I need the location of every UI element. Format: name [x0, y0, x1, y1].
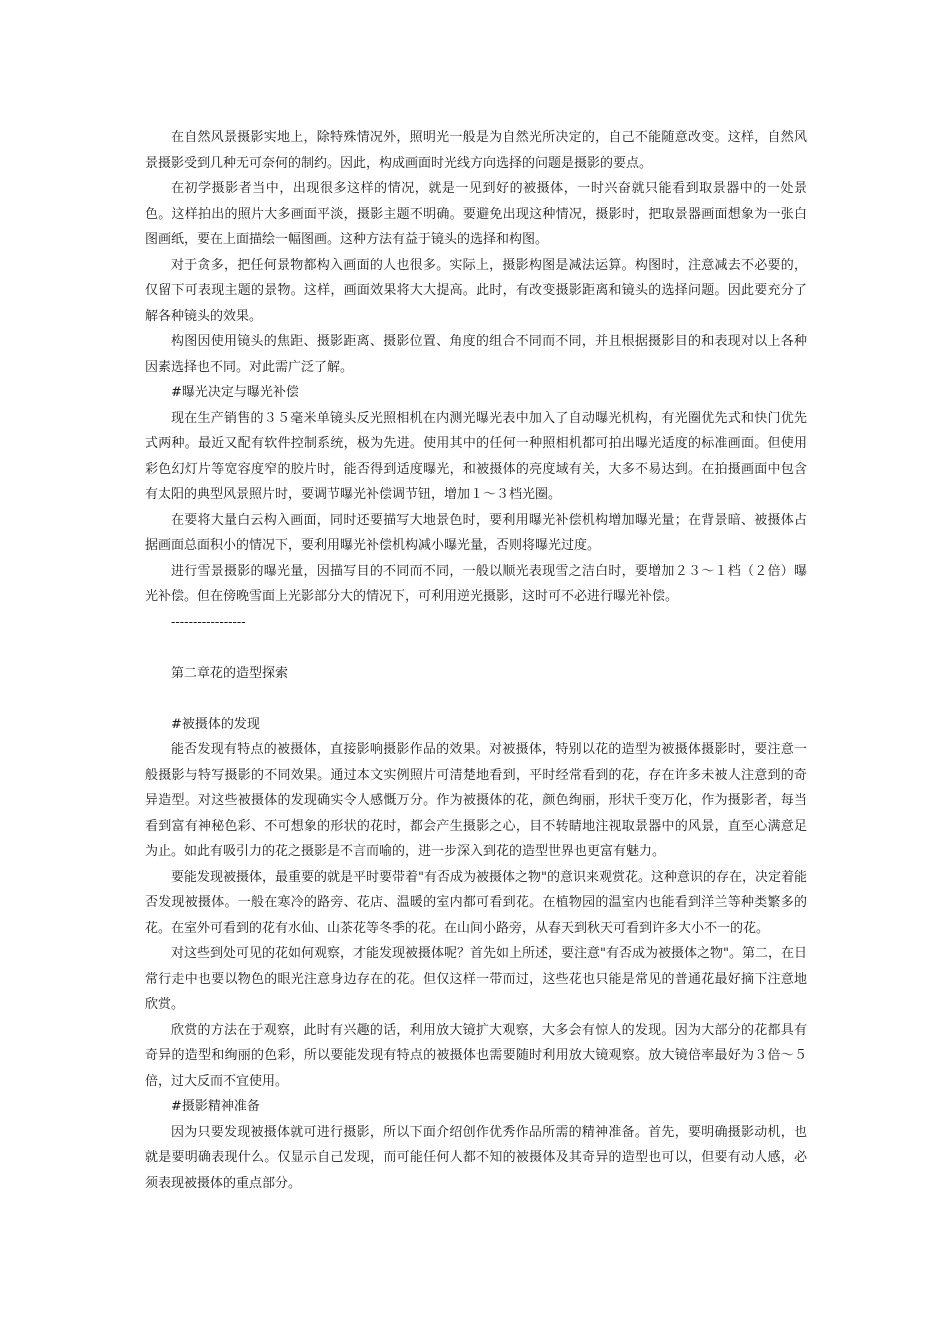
paragraph: 构图因使用镜头的焦距、摄影距离、摄影位置、角度的组合不同而不同，并且根据摄影目的和表现对以上各种因素选择也不同。对此需广泛了解。 [145, 334, 807, 375]
section-heading-subject: #被摄体的发现 [171, 716, 260, 732]
section-heading-exposure: #曝光决定与曝光补偿 [171, 385, 299, 400]
paragraph: 现在生产销售的３５毫米单镜头反光照相机在内测光曝光表中加入了自动曝光机构，有光圈优先式和快门优先式两种。最近又配有软件控制系统，极为先进。使用其中的任何一种照相机都可拍出曝光适度的标准画面。但使用彩色幻灯片等宽容度窄的胶片时，能否得到适度曝光，和被摄体的亮度域有关，大多不易达到。在拍摄画面中包含有太阳的典型风景照片时，要调节曝光补偿调节钮，增加１～３档光圈。 [145, 410, 807, 502]
section-heading-preparation: #摄影精神准备 [171, 1099, 260, 1114]
paragraph: 进行雪景摄影的曝光量，因描写目的不同而不同，一般以顺光表现雪之洁白时，要增加２３～１档（２倍）曝光补偿。但在傍晚雪面上光影部分大的情况下，可利用逆光摄影，这时可不必进行曝光补偿。 [145, 563, 807, 604]
document-body [145, 125, 807, 1196]
section-divider: ----------------- [171, 614, 246, 630]
spacer [145, 686, 807, 712]
paragraph: 在要将大量白云构入画面，同时还要描写大地景色时，要利用曝光补偿机构增加曝光量；在背景暗、被摄体占据画面总面积小的情况下，要利用曝光补偿机构减小曝光量，否则将曝光过度。 [145, 512, 807, 553]
paragraph: 对于贪多，把任何景物都构入画面的人也很多。实际上，摄影构图是减法运算。构图时，注意减去不必要的，仅留下可表现主题的景物。这样，画面效果将大大提高。此时，有改变摄影距离和镜头的选择问题。因此要充分了解各种镜头的效果。 [145, 257, 807, 324]
paragraph: 要能发现被摄体，最重要的就是平时要带着"有否成为被摄体之物"的意识来观赏花。这种意识的存在，决定着能否发现被摄体。一般在寒冷的路旁、花店、温暖的室内都可看到花。在植物园的温室内也能看到洋兰等种类繁多的花。在室外可看到的花有水仙、山茶花等冬季的花。在山间小路旁，从春天到秋天可看到许多大小不一的花。 [145, 869, 807, 936]
paragraph: 在初学摄影者当中，出现很多这样的情况，就是一见到好的被摄体，一时兴奋就只能看到取景器中的一处景色。这样拍出的照片大多画面平淡，摄影主题不明确。要避免出现这种情况，摄影时，把取景器画面想象为一张白图画纸，要在上面描绘一幅图画。这种方法有益于镜头的选择和构图。 [145, 181, 807, 247]
paragraph: 能否发现有特点的被摄体，直接影响摄影作品的效果。对被摄体，特别以花的造型为被摄体摄影时，要注意一般摄影与特写摄影的不同效果。通过本文实例照片可清楚地看到，平时经常看到的花，存在许多未被人注意到的奇异造型。对这些被摄体的发现确实令人感慨万分。作为被摄体的花，颜色绚丽，形状千变万化，作为摄影者，每当看到富有神秘色彩、不可想象的形状的花时，都会产生摄影之心，目不转睛地注视取景器中的风景，直至心满意足为止。如此有吸引力的花之摄影是不言而喻的，进一步深入到花的造型世界也更富有魅力。 [145, 742, 807, 859]
paragraph: 对这些到处可见的花如何观察，才能发现被摄体呢？首先如上所述，要注意"有否成为被摄体之物"。第二，在日常行走中也要以物色的眼光注意身边存在的花。但仅这样一带而过，这些花也只能是常见的普通花最好摘下注意地欣赏。 [145, 946, 807, 1012]
paragraph: 在自然风景摄影实地上，除特殊情况外，照明光一般是为自然光所决定的，自己不能随意改变。这样，自然风景摄影受到几种无可奈何的制约。因此，构成画面时光线方向选择的问题是摄影的要点。 [145, 130, 807, 171]
paragraph: 因为只要发现被摄体就可进行摄影，所以下面介绍创作优秀作品所需的精神准备。首先，要明确摄影动机，也就是要明确表现什么。仅显示自己发现，而可能任何人都不知的被摄体及其奇异的造型也可以，但要有动人感，必须表现被摄体的重点部分。 [145, 1124, 807, 1191]
spacer [145, 635, 807, 661]
chapter-title: 第二章花的造型探索 [171, 665, 289, 681]
paragraph: 欣赏的方法在于观察，此时有兴趣的话，利用放大镜扩大观察，大多会有惊人的发现。因为大部分的花都具有奇异的造型和绚丽的色彩，所以要能发现有特点的被摄体也需要随时利用放大镜观察。放大镜倍率最好为３倍～５倍，过大反而不宜使用。 [145, 1022, 807, 1089]
